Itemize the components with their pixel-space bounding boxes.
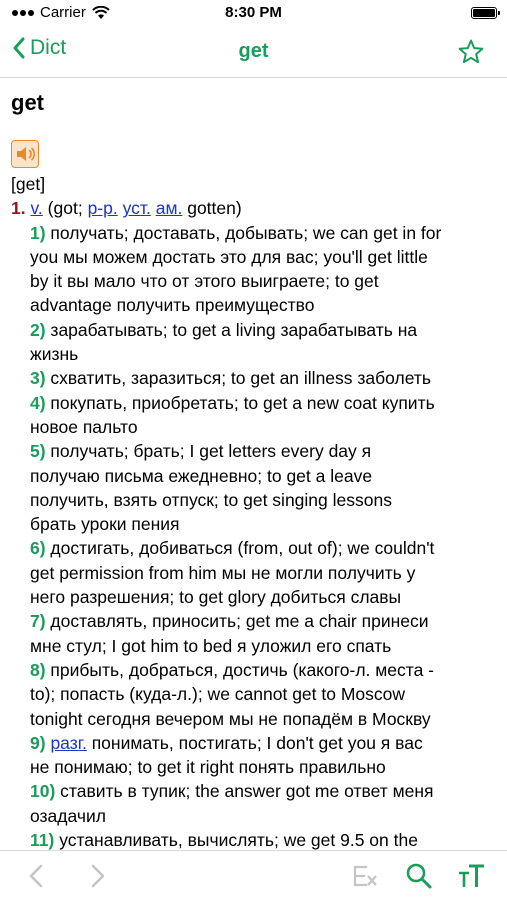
archaic-link[interactable]: уст. [122,198,151,219]
entry-line-text: get permission from him мы не могли получить у [30,562,416,583]
entry-line [11,366,501,390]
entry-line [11,293,501,317]
subsense-number: 2) [30,319,46,340]
entry-line-text: получаю письма ежедневно; to get a leave [30,465,373,486]
carrier-label: Carrier [40,4,86,21]
entry-line [11,439,501,463]
entry-line-text: брать уроки пения [30,514,180,535]
entry-line [11,731,501,755]
examples-button[interactable] [350,861,380,896]
dictionary-entry [0,80,507,850]
entry-line-text: прибыть, добраться, достичь (какого-л. места - [45,659,435,680]
entry-line [11,779,501,803]
search-button[interactable] [404,861,434,896]
subsense-number: 5) [30,441,46,462]
entry-line [11,536,501,560]
forms-text-end: gotten) [182,198,242,219]
entry-line-text: новое пальто [30,416,138,437]
search-icon [404,861,434,891]
subsense-number: 3) [30,368,46,389]
entry-line [11,658,501,682]
entry-line [11,634,501,658]
entry-line [11,245,501,269]
entry-line-text: него разрешения; to get glory добиться славы [30,587,402,608]
entry-lines [11,221,501,850]
entry-line-text: озадачил [30,805,106,826]
entry-line [11,828,501,850]
chevron-left-icon [26,861,46,891]
subsense-number: 7) [30,611,46,632]
subsense-number: 11) [30,830,55,850]
next-button[interactable] [88,861,108,896]
nav-bar [0,28,507,78]
entry-line-text: не понимаю; to get it right понять правильно [30,757,386,778]
entry-line [11,682,501,706]
entry-line-text: покупать, приобретать; to get a new coat купить [45,392,435,413]
battery-icon [471,7,497,19]
entry-line-text: зарабатывать; to get a living зарабатывать на [45,319,418,340]
entry-line [11,464,501,488]
entry-line-text: advantage получить преимущество [30,295,315,316]
entry-line [11,488,501,512]
subsense-number: 1) [30,222,46,243]
entry-line-text: получать; доставать, добывать; we can get in for [45,222,442,243]
entry-line [11,804,501,828]
previous-button[interactable] [26,861,46,896]
status-time: 8:30 PM [225,4,282,21]
entry-line-text: ставить в тупик; the answer got me ответ меня [55,781,434,802]
entry-line-text: by it вы мало что от этого выиграете; to get [30,271,379,292]
subsense-number: 6) [30,538,46,559]
speaker-icon [12,141,38,167]
bottom-toolbar [0,850,507,900]
entry-line-text: жизнь [30,344,79,365]
entry-line-text: достигать, добиваться (from, out of); we couldn't [45,538,435,559]
entry-line [11,755,501,779]
headword: get [11,90,44,115]
entry-line-text: понимать, постигать; I don't get you я вас [86,732,423,753]
sense-number: 1. [11,198,26,219]
entry-line [11,269,501,293]
font-size-button[interactable] [456,861,486,896]
entry-line-text: you мы можем достать это для вас; you'll get little [30,246,428,267]
usage-label-link[interactable]: разг. [50,732,87,753]
font-size-icon [456,861,486,891]
star-icon [457,38,485,66]
entry-line [11,318,501,342]
pp-link[interactable]: p-p. [87,198,118,219]
entry-line-text: получать; брать; I get letters every day я [45,441,372,462]
pos-link[interactable]: v. [30,198,43,219]
entry-line-text: схватить, заразиться; to get an illness заболеть [45,368,432,389]
american-link[interactable]: ам. [155,198,183,219]
entry-line-text: to); попасть (куда-л.); we cannot get to Moscow [30,684,406,705]
entry-line [11,561,501,585]
forms-text: (got; [42,198,88,219]
play-audio-button[interactable] [11,140,39,168]
entry-line [11,609,501,633]
back-label: Dict [30,36,67,59]
favorite-button[interactable] [457,38,485,71]
nav-title: get [238,40,269,62]
entry-line [11,415,501,439]
entry-line-text: мне стул; I got him to bed я уложил его спать [30,635,392,656]
entry-line-text: tonight сегодня вечером мы не попадём в Москву [30,708,431,729]
entry-line-text: доставлять, приносить; get me a chair принеси [45,611,429,632]
entry-line [11,342,501,366]
entry-line [11,221,501,245]
entry-line-text: получить, взять отпуск; to get singing lessons [30,489,392,510]
entry-line-text: устанавливать, вычислять; we get 9.5 on the [54,830,418,850]
chevron-right-icon [88,861,108,891]
status-bar [0,0,507,28]
subsense-number: 8) [30,659,46,680]
subsense-number: 9) [30,732,46,753]
entry-line [11,585,501,609]
subsense-number: 4) [30,392,46,413]
subsense-number: 10) [30,781,56,802]
transcription: [get] [11,174,46,194]
sense-header [11,196,501,220]
entry-line [11,512,501,536]
entry-line [11,391,501,415]
examples-icon [350,861,380,891]
entry-line [11,707,501,731]
entry-body [11,172,501,850]
